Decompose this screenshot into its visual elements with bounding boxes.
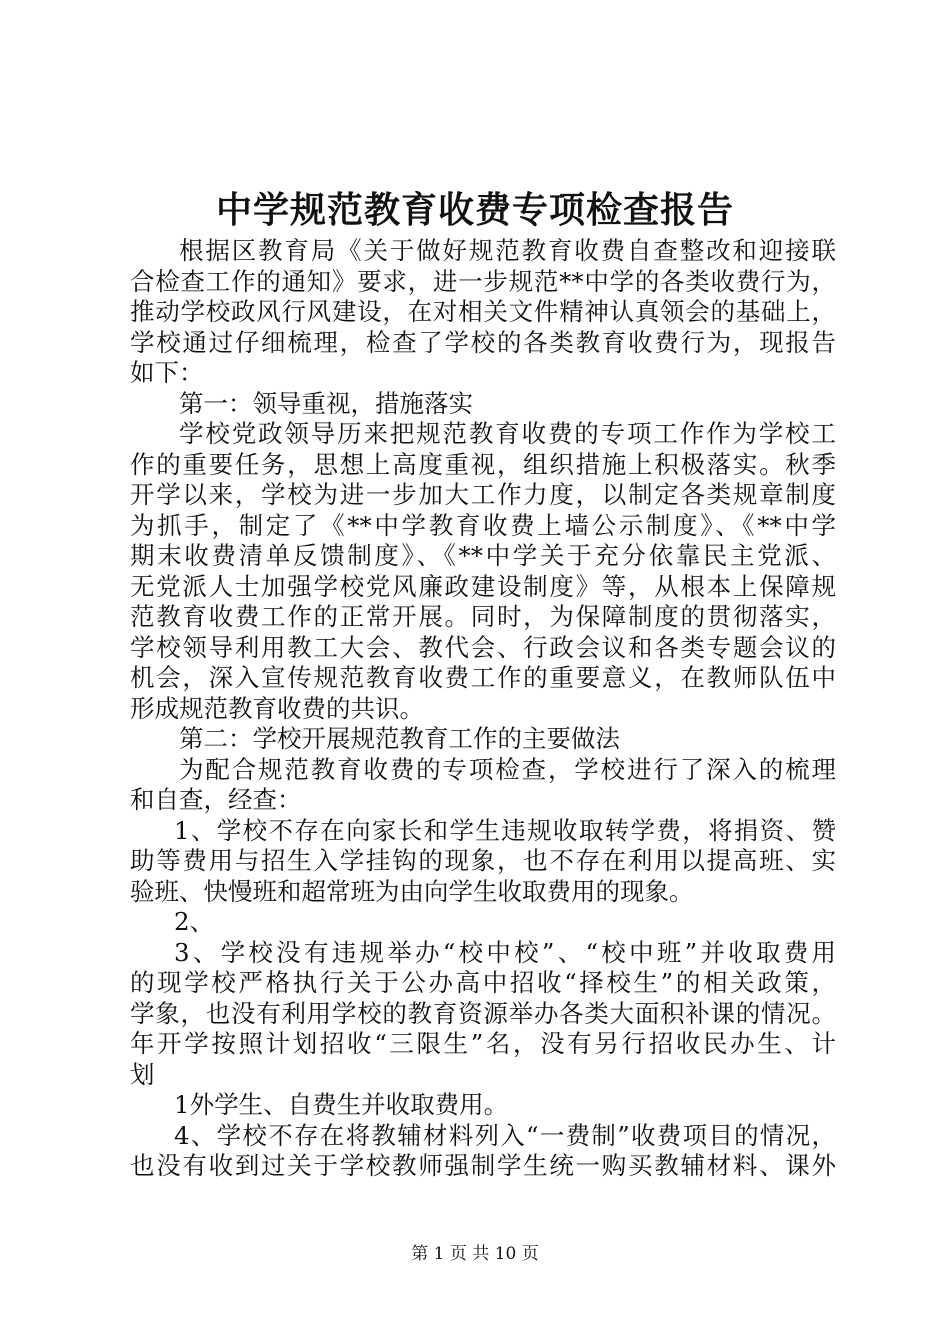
document-title: 中学规范教育收费专项检查报告 <box>215 189 734 231</box>
paragraph-line: 合检查工作的通知》要求，进一步规范**中学的各类收费行为， <box>130 266 836 296</box>
list-item-line: 的现学校严格执行关于公办高中招收“择校生”的相关政策， <box>130 968 836 997</box>
list-item-line: 也没有收到过关于学校教师强制学生统一购买教辅材料、课外 <box>130 1151 836 1180</box>
list-item-line: 验班、快慢班和超常班为由向学生收取费用的现象。 <box>130 876 694 906</box>
list-item-line: 1外学生、自费生并收取费用。 <box>174 1090 509 1119</box>
paragraph-line: 机会，深入宣传规范教育收费工作的重要意义，在教师队伍中 <box>130 663 836 692</box>
document-body <box>130 236 836 1182</box>
paragraph-line: 学校通过仔细梳理，检查了学校的各类教育收费行为，现报告 <box>130 327 836 357</box>
paragraph-line: 形成规范教育收费的共识。 <box>130 693 424 723</box>
paragraph-line: 学校领导利用教工大会、教代会、行政会议和各类专题会议的 <box>130 632 836 662</box>
list-item-line: 学象，也没有利用学校的教育资源举办各类大面积补课的情况。 <box>130 998 836 1028</box>
paragraph-line: 为配合规范教育收费的专项检查，学校进行了深入的梳理 <box>179 754 836 784</box>
paragraph-line: 期末收费清单反馈制度》、《**中学关于充分依靠民主党派、 <box>130 541 836 570</box>
list-item-line: 4、学校不存在将教辅材料列入“一费制”收费项目的情况， <box>174 1120 836 1150</box>
section-heading: 第一：领导重视，措施落实 <box>179 388 473 418</box>
paragraph-line: 无党派人士加强学校党风廉政建设制度》等，从根本上保障规 <box>130 571 836 601</box>
paragraph-line: 如下： <box>130 358 204 387</box>
page-number: 第 1 页 共 10 页 <box>411 1244 539 1264</box>
list-item-line: 助等费用与招生入学挂钩的现象，也不存在利用以提高班、实 <box>130 846 836 875</box>
list-item-line: 划 <box>130 1059 155 1089</box>
section-heading: 第二：学校开展规范教育工作的主要做法 <box>179 724 620 753</box>
list-item-line: 2、 <box>174 907 215 936</box>
list-item-line: 年开学按照计划招收“三限生”名，没有另行招收民办生、计 <box>130 1029 836 1058</box>
paragraph-line: 学校党政领导历来把规范教育收费的专项工作作为学校工 <box>179 419 836 448</box>
paragraph-line: 作的重要任务，思想上高度重视，组织措施上积极落实。秋季 <box>130 449 836 479</box>
paragraph-line: 和自查，经查： <box>130 785 302 814</box>
paragraph-line: 范教育收费工作的正常开展。同时，为保障制度的贯彻落实， <box>130 602 836 631</box>
paragraph-line: 推动学校政风行风建设，在对相关文件精神认真领会的基础上， <box>130 297 836 326</box>
paragraph-line: 为抓手，制定了《**中学教育收费上墙公示制度》、《**中学 <box>130 510 836 540</box>
paragraph-line: 开学以来，学校为进一步加大工作力度，以制定各类规章制度 <box>130 480 836 509</box>
list-item-line: 3、学校没有违规举办“校中校”、“校中班”并收取费用 <box>174 937 836 967</box>
list-item-line: 1、学校不存在向家长和学生违规收取转学费，将捐资、赞 <box>174 815 836 845</box>
paragraph-line: 根据区教育局《关于做好规范教育收费自查整改和迎接联 <box>179 236 836 265</box>
